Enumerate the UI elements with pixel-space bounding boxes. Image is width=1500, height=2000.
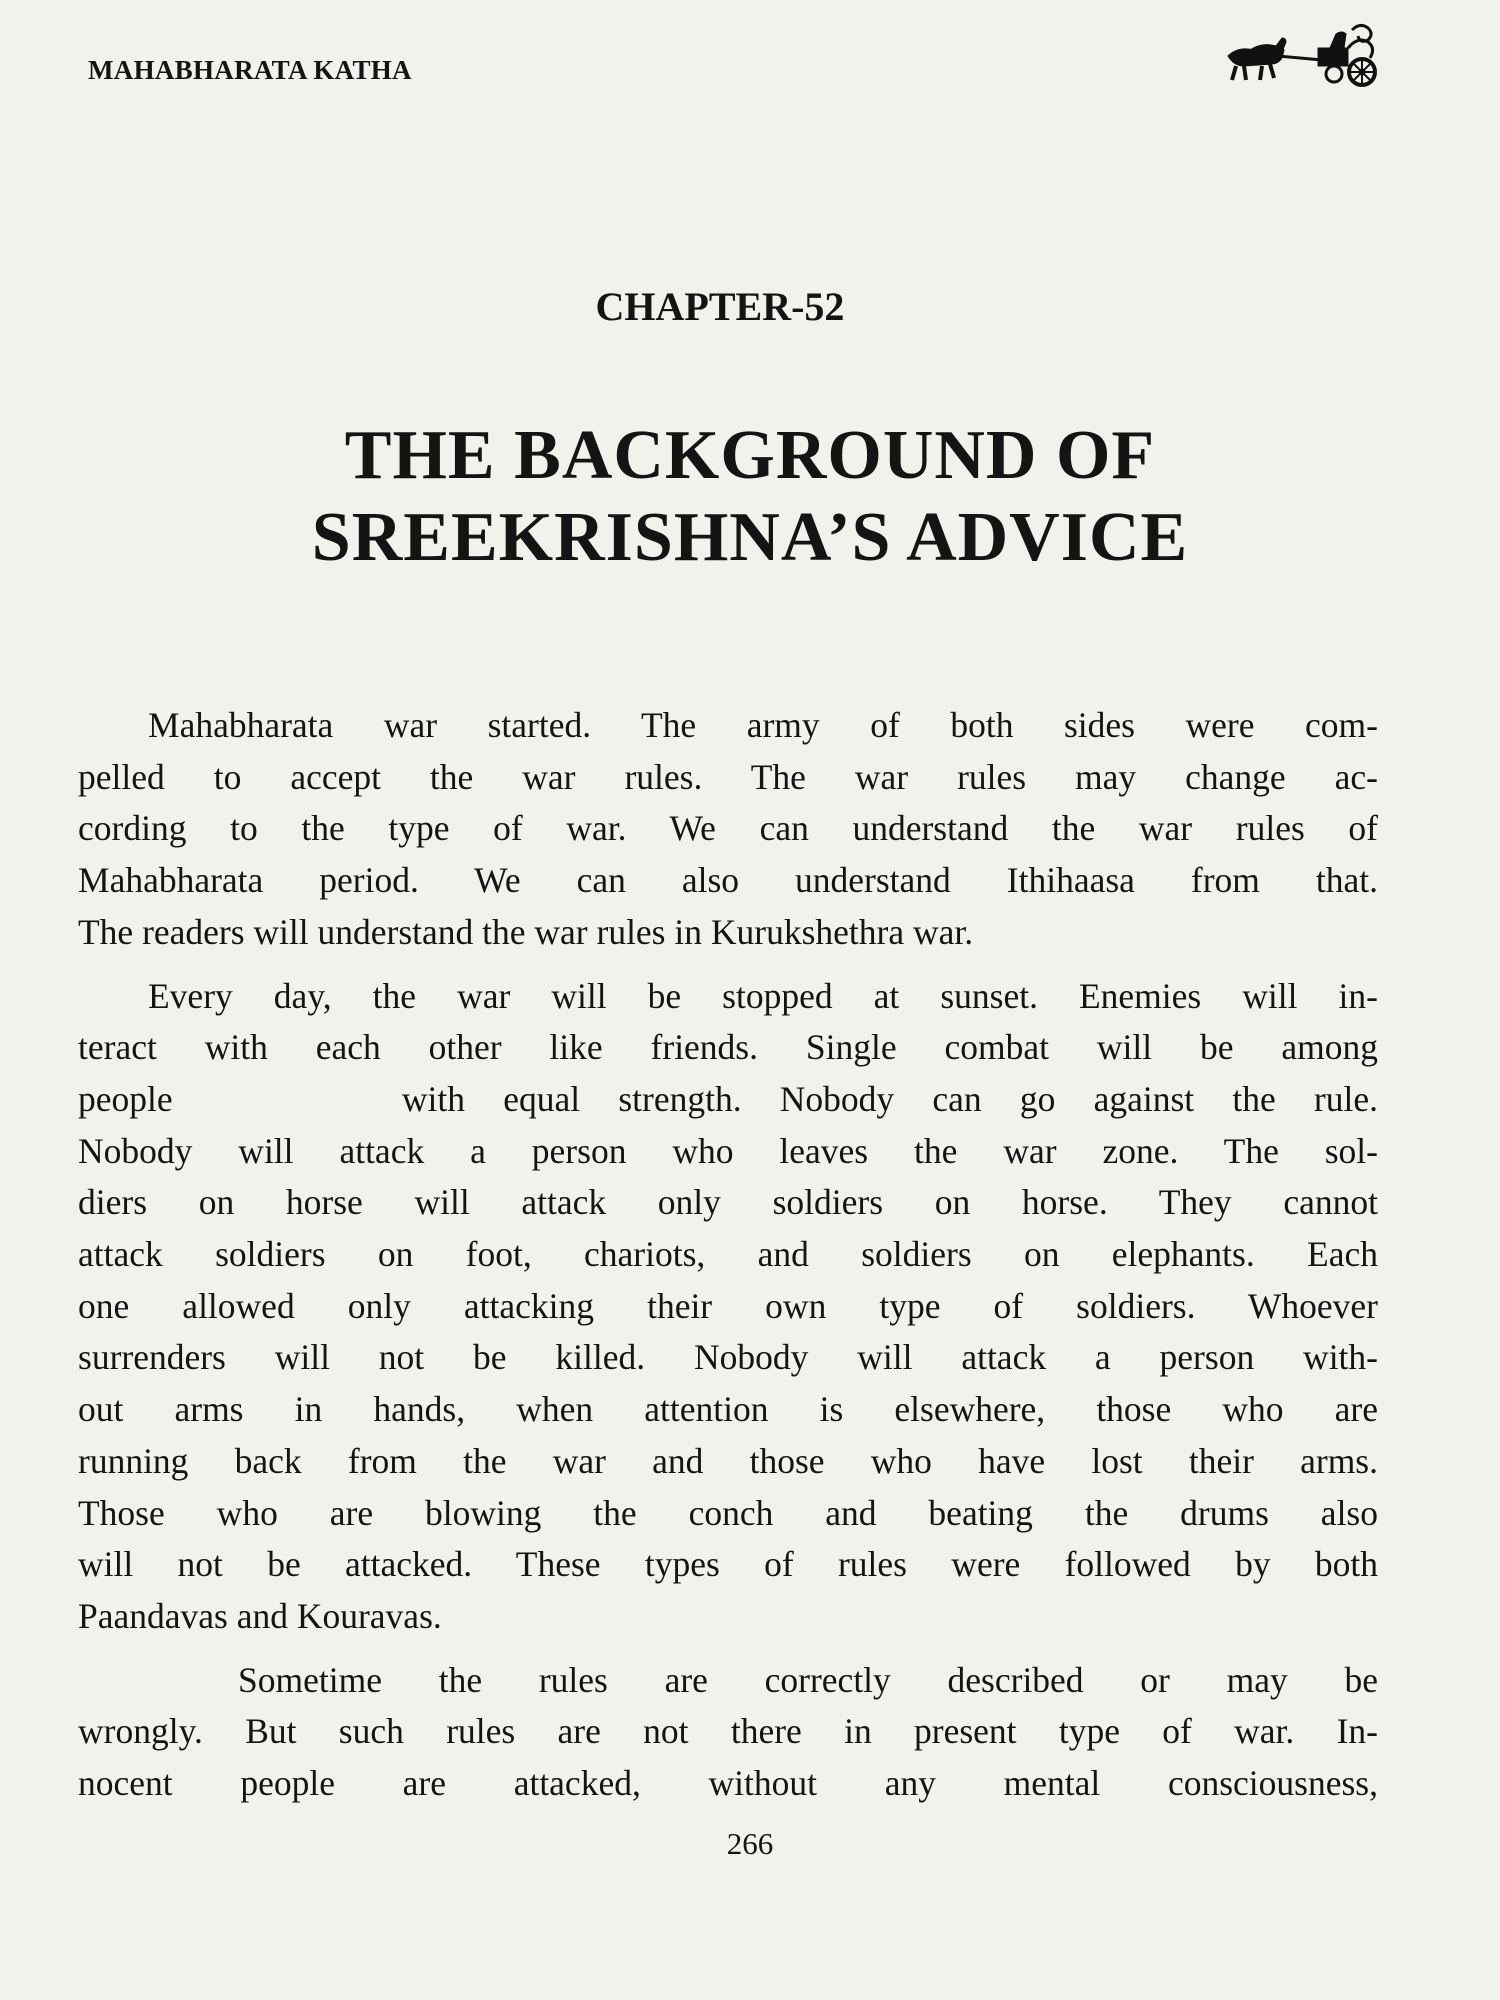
text-line: Mahabharata period. We can also understand Ithihaasa from that. (78, 860, 1378, 901)
text-line: wrongly. But such rules are not there in present type of war. In- (78, 1711, 1378, 1752)
text-line: Nobody will attack a person who leaves the war zone. The sol- (78, 1130, 1378, 1171)
text-line: cording to the type of war. We can understand the war rules of (78, 808, 1378, 849)
text-line: Those who are blowing the conch and beating the drums also (78, 1492, 1378, 1533)
paragraph (78, 700, 1378, 959)
text-line: people with equal strength. Nobody can go against the rule. (78, 1078, 1378, 1119)
text-line: one allowed only attacking their own type of soldiers. Whoever (78, 1285, 1378, 1326)
text-line: nocent people are attacked, without any mental consciousness, (78, 1763, 1378, 1804)
text-line: pelled to accept the war rules. The war rules may change ac- (78, 756, 1378, 797)
chariot-icon (1222, 20, 1384, 92)
text-line: Sometime the rules are correctly described or may be (238, 1659, 1378, 1700)
chapter-title-line: THE BACKGROUND OF (344, 417, 1156, 494)
chapter-title (60, 415, 1440, 579)
running-header: MAHABHARATA KATHA (88, 55, 412, 85)
text-line: attack soldiers on foot, chariots, and soldiers on elephants. Each (78, 1234, 1378, 1275)
chapter-title-line: SREEKRISHNA’S ADVICE (311, 499, 1189, 576)
paragraph (78, 1655, 1378, 1810)
text-line: Paandavas and Kouravas. (78, 1595, 442, 1636)
text-line: will not be attacked. These types of rules were followed by both (78, 1544, 1378, 1585)
text-line: diers on horse will attack only soldiers on horse. They cannot (78, 1182, 1378, 1223)
text-line: Every day, the war will be stopped at sunset. Enemies will in- (148, 975, 1378, 1016)
text-line: out arms in hands, when attention is elsewhere, those who are (78, 1389, 1378, 1430)
chapter-number: CHAPTER-52 (595, 284, 845, 329)
text-line: The readers will understand the war rules in Kurukshethra war. (78, 911, 974, 952)
body-text (78, 700, 1378, 1822)
text-line: running back from the war and those who have lost their arms. (78, 1440, 1378, 1481)
text-line: surrenders will not be killed. Nobody will attack a person with- (78, 1337, 1378, 1378)
text-line: Mahabharata war started. The army of both sides were com- (148, 705, 1378, 745)
paragraph (78, 971, 1378, 1643)
page-number: 266 (726, 1826, 774, 1861)
text-line: teract with each other like friends. Single combat will be among (78, 1027, 1378, 1068)
